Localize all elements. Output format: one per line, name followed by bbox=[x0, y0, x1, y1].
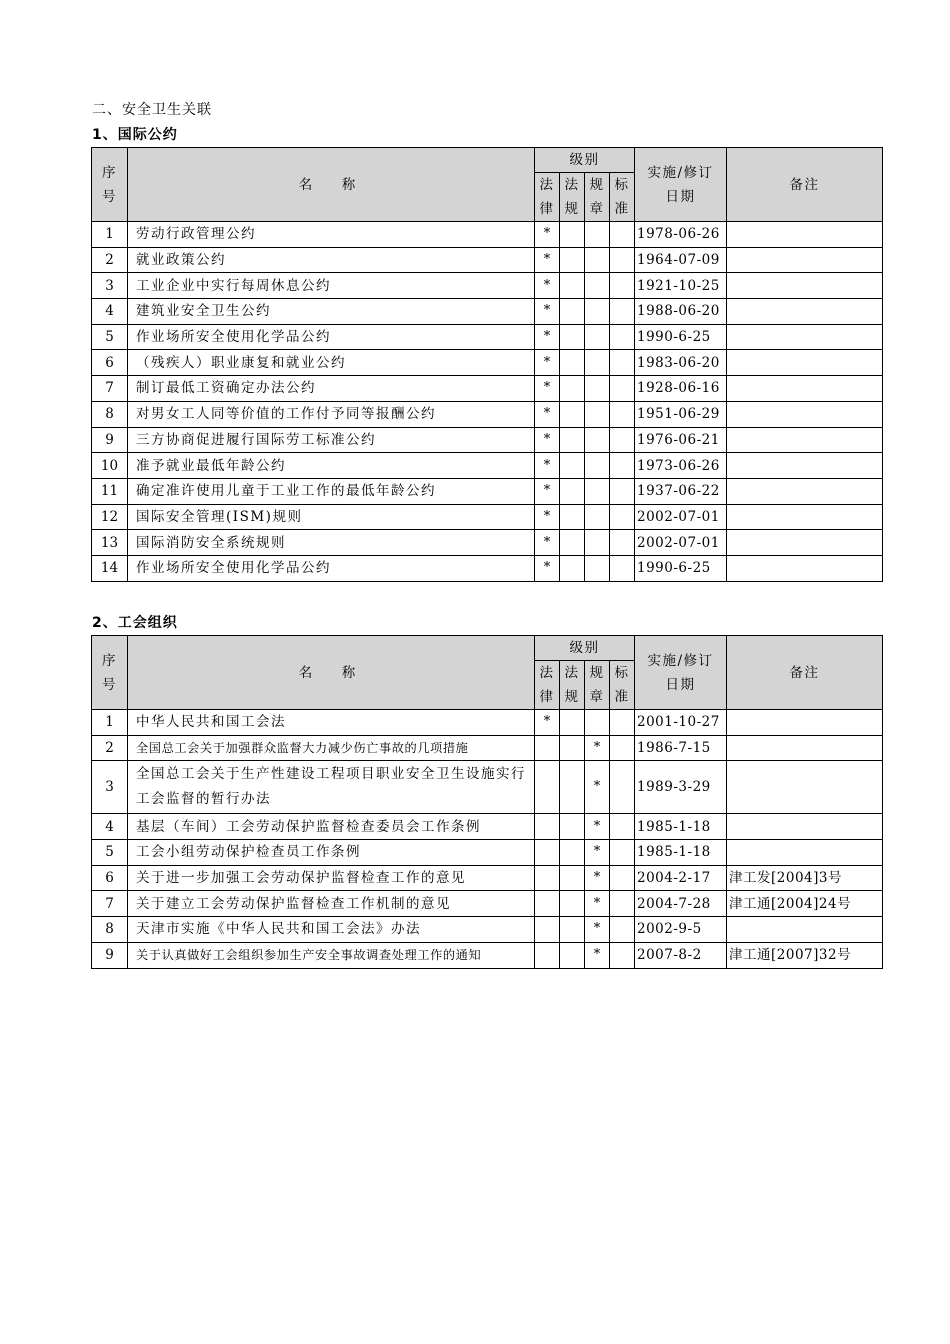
cell-law bbox=[535, 840, 560, 866]
cell-seq: 5 bbox=[92, 840, 128, 866]
table-row bbox=[92, 840, 883, 866]
cell-regulation bbox=[560, 735, 585, 761]
cell-date: 1928-06-16 bbox=[635, 376, 727, 402]
cell-law: * bbox=[535, 710, 560, 736]
cell-rule bbox=[585, 530, 610, 556]
cell-law: * bbox=[535, 530, 560, 556]
cell-date: 2001-10-27 bbox=[635, 710, 727, 736]
cell-name: 基层（车间）工会劳动保护监督检查委员会工作条例 bbox=[128, 814, 535, 840]
cell-name: （残疾人）职业康复和就业公约 bbox=[128, 350, 535, 376]
cell-law: * bbox=[535, 222, 560, 248]
cell-standard bbox=[610, 942, 635, 968]
cell-name: 建筑业安全卫生公约 bbox=[128, 299, 535, 325]
cell-law bbox=[535, 761, 560, 814]
cell-law: * bbox=[535, 401, 560, 427]
cell-seq: 2 bbox=[92, 735, 128, 761]
cell-regulation bbox=[560, 299, 585, 325]
cell-date: 2002-9-5 bbox=[635, 917, 727, 943]
cell-remark bbox=[727, 710, 883, 736]
cell-standard bbox=[610, 453, 635, 479]
table-row bbox=[92, 222, 883, 248]
header-standard: 标准 bbox=[610, 173, 635, 222]
cell-rule bbox=[585, 710, 610, 736]
cell-remark bbox=[727, 530, 883, 556]
cell-name: 就业政策公约 bbox=[128, 247, 535, 273]
table-row bbox=[92, 917, 883, 943]
table-row bbox=[92, 427, 883, 453]
table-row bbox=[92, 376, 883, 402]
cell-seq: 8 bbox=[92, 401, 128, 427]
cell-seq: 6 bbox=[92, 865, 128, 891]
cell-seq: 3 bbox=[92, 761, 128, 814]
cell-remark bbox=[727, 917, 883, 943]
cell-date: 2004-7-28 bbox=[635, 891, 727, 917]
cell-law bbox=[535, 891, 560, 917]
cell-standard bbox=[610, 814, 635, 840]
cell-seq: 4 bbox=[92, 299, 128, 325]
cell-law: * bbox=[535, 504, 560, 530]
cell-law: * bbox=[535, 478, 560, 504]
cell-regulation bbox=[560, 814, 585, 840]
table-row bbox=[92, 814, 883, 840]
cell-standard bbox=[610, 401, 635, 427]
header-law: 法律 bbox=[535, 661, 560, 710]
cell-name: 工会小组劳动保护检查员工作条例 bbox=[128, 840, 535, 866]
table-row bbox=[92, 555, 883, 581]
cell-remark bbox=[727, 273, 883, 299]
cell-rule bbox=[585, 401, 610, 427]
cell-regulation bbox=[560, 478, 585, 504]
table-row bbox=[92, 453, 883, 479]
cell-law bbox=[535, 917, 560, 943]
cell-date: 1951-06-29 bbox=[635, 401, 727, 427]
cell-rule bbox=[585, 222, 610, 248]
cell-remark bbox=[727, 453, 883, 479]
cell-seq: 6 bbox=[92, 350, 128, 376]
cell-remark bbox=[727, 504, 883, 530]
cell-law: * bbox=[535, 453, 560, 479]
cell-standard bbox=[610, 555, 635, 581]
cell-law: * bbox=[535, 350, 560, 376]
cell-rule: * bbox=[585, 891, 610, 917]
header-seq: 序号 bbox=[92, 636, 128, 710]
cell-name: 对男女工人同等价值的工作付予同等报酬公约 bbox=[128, 401, 535, 427]
cell-remark: 津工通[2007]32号 bbox=[727, 942, 883, 968]
cell-regulation bbox=[560, 917, 585, 943]
table-row bbox=[92, 478, 883, 504]
cell-name: 国际消防安全系统规则 bbox=[128, 530, 535, 556]
cell-remark bbox=[727, 427, 883, 453]
cell-law: * bbox=[535, 555, 560, 581]
cell-law bbox=[535, 814, 560, 840]
cell-regulation bbox=[560, 555, 585, 581]
cell-rule: * bbox=[585, 761, 610, 814]
cell-regulation bbox=[560, 247, 585, 273]
cell-name: 作业场所安全使用化学品公约 bbox=[128, 324, 535, 350]
header-name: 名 称 bbox=[128, 636, 535, 710]
cell-name: 准予就业最低年龄公约 bbox=[128, 453, 535, 479]
cell-standard bbox=[610, 478, 635, 504]
cell-name: 作业场所安全使用化学品公约 bbox=[128, 555, 535, 581]
cell-regulation bbox=[560, 891, 585, 917]
cell-standard bbox=[610, 865, 635, 891]
cell-rule: * bbox=[585, 840, 610, 866]
cell-date: 1921-10-25 bbox=[635, 273, 727, 299]
cell-name: 关于建立工会劳动保护监督检查工作机制的意见 bbox=[128, 891, 535, 917]
table-row bbox=[92, 401, 883, 427]
cell-standard bbox=[610, 840, 635, 866]
cell-standard bbox=[610, 350, 635, 376]
cell-standard bbox=[610, 299, 635, 325]
cell-date: 1964-07-09 bbox=[635, 247, 727, 273]
header-regulation: 法规 bbox=[560, 661, 585, 710]
cell-seq: 4 bbox=[92, 814, 128, 840]
cell-regulation bbox=[560, 942, 585, 968]
cell-remark bbox=[727, 376, 883, 402]
cell-seq: 12 bbox=[92, 504, 128, 530]
header-remark: 备注 bbox=[727, 636, 883, 710]
cell-date: 1990-6-25 bbox=[635, 555, 727, 581]
cell-law: * bbox=[535, 376, 560, 402]
cell-rule: * bbox=[585, 942, 610, 968]
table-row bbox=[92, 891, 883, 917]
cell-seq: 8 bbox=[92, 917, 128, 943]
cell-seq: 9 bbox=[92, 942, 128, 968]
cell-date: 1976-06-21 bbox=[635, 427, 727, 453]
cell-remark bbox=[727, 735, 883, 761]
cell-seq: 1 bbox=[92, 222, 128, 248]
table-row bbox=[92, 865, 883, 891]
cell-regulation bbox=[560, 504, 585, 530]
table-row bbox=[92, 504, 883, 530]
table-row bbox=[92, 942, 883, 968]
cell-seq: 11 bbox=[92, 478, 128, 504]
cell-name: 关于认真做好工会组织参加生产安全事故调查处理工作的通知 bbox=[128, 942, 535, 968]
cell-rule: * bbox=[585, 917, 610, 943]
cell-name: 劳动行政管理公约 bbox=[128, 222, 535, 248]
header-rule: 规章 bbox=[585, 661, 610, 710]
cell-date: 1978-06-26 bbox=[635, 222, 727, 248]
subsection-title-2: 2、工会组织 bbox=[92, 615, 178, 631]
cell-standard bbox=[610, 247, 635, 273]
cell-seq: 1 bbox=[92, 710, 128, 736]
cell-regulation bbox=[560, 376, 585, 402]
cell-standard bbox=[610, 530, 635, 556]
cell-rule bbox=[585, 478, 610, 504]
table-trade-union bbox=[91, 635, 883, 969]
cell-standard bbox=[610, 324, 635, 350]
cell-name: 三方协商促进履行国际劳工标准公约 bbox=[128, 427, 535, 453]
cell-name: 确定准许使用儿童于工业工作的最低年龄公约 bbox=[128, 478, 535, 504]
cell-date: 1986-7-15 bbox=[635, 735, 727, 761]
cell-standard bbox=[610, 735, 635, 761]
header-date: 实施/修订日期 bbox=[635, 148, 727, 222]
cell-remark bbox=[727, 478, 883, 504]
cell-law: * bbox=[535, 324, 560, 350]
cell-regulation bbox=[560, 324, 585, 350]
cell-rule bbox=[585, 504, 610, 530]
cell-seq: 5 bbox=[92, 324, 128, 350]
header-rule: 规章 bbox=[585, 173, 610, 222]
cell-standard bbox=[610, 273, 635, 299]
cell-remark bbox=[727, 840, 883, 866]
cell-seq: 9 bbox=[92, 427, 128, 453]
cell-date: 1983-06-20 bbox=[635, 350, 727, 376]
cell-seq: 10 bbox=[92, 453, 128, 479]
subsection-title-1: 1、国际公约 bbox=[92, 127, 178, 143]
table-row bbox=[92, 247, 883, 273]
cell-name: 中华人民共和国工会法 bbox=[128, 710, 535, 736]
cell-standard bbox=[610, 917, 635, 943]
cell-remark: 津工通[2004]24号 bbox=[727, 891, 883, 917]
cell-regulation bbox=[560, 710, 585, 736]
header-seq: 序号 bbox=[92, 148, 128, 222]
cell-seq: 7 bbox=[92, 376, 128, 402]
cell-remark bbox=[727, 555, 883, 581]
cell-date: 1988-06-20 bbox=[635, 299, 727, 325]
cell-remark bbox=[727, 222, 883, 248]
cell-date: 2002-07-01 bbox=[635, 530, 727, 556]
section-title: 二、安全卫生关联 bbox=[92, 102, 212, 118]
cell-regulation bbox=[560, 865, 585, 891]
cell-rule: * bbox=[585, 735, 610, 761]
cell-regulation bbox=[560, 530, 585, 556]
cell-remark bbox=[727, 350, 883, 376]
table-row bbox=[92, 299, 883, 325]
cell-name: 全国总工会关于生产性建设工程项目职业安全卫生设施实行工会监督的暂行办法 bbox=[128, 761, 535, 814]
cell-remark bbox=[727, 814, 883, 840]
cell-standard bbox=[610, 222, 635, 248]
cell-regulation bbox=[560, 350, 585, 376]
cell-rule bbox=[585, 376, 610, 402]
cell-rule bbox=[585, 324, 610, 350]
cell-standard bbox=[610, 761, 635, 814]
cell-regulation bbox=[560, 222, 585, 248]
cell-date: 1990-6-25 bbox=[635, 324, 727, 350]
table-row bbox=[92, 761, 883, 814]
cell-name: 国际安全管理(ISM)规则 bbox=[128, 504, 535, 530]
cell-rule: * bbox=[585, 865, 610, 891]
cell-name: 制订最低工资确定办法公约 bbox=[128, 376, 535, 402]
cell-date: 1985-1-18 bbox=[635, 814, 727, 840]
header-law: 法律 bbox=[535, 173, 560, 222]
cell-name: 全国总工会关于加强群众监督大力减少伤亡事故的几项措施 bbox=[128, 735, 535, 761]
cell-rule bbox=[585, 247, 610, 273]
cell-date: 1937-06-22 bbox=[635, 478, 727, 504]
cell-date: 2007-8-2 bbox=[635, 942, 727, 968]
cell-regulation bbox=[560, 840, 585, 866]
cell-name: 关于进一步加强工会劳动保护监督检查工作的意见 bbox=[128, 865, 535, 891]
cell-regulation bbox=[560, 761, 585, 814]
header-standard: 标准 bbox=[610, 661, 635, 710]
cell-remark bbox=[727, 761, 883, 814]
cell-rule bbox=[585, 299, 610, 325]
cell-rule: * bbox=[585, 814, 610, 840]
cell-date: 1989-3-29 bbox=[635, 761, 727, 814]
cell-name: 天津市实施《中华人民共和国工会法》办法 bbox=[128, 917, 535, 943]
cell-seq: 13 bbox=[92, 530, 128, 556]
cell-date: 2002-07-01 bbox=[635, 504, 727, 530]
cell-regulation bbox=[560, 453, 585, 479]
cell-date: 1973-06-26 bbox=[635, 453, 727, 479]
cell-seq: 7 bbox=[92, 891, 128, 917]
cell-law bbox=[535, 942, 560, 968]
cell-remark bbox=[727, 324, 883, 350]
cell-rule bbox=[585, 555, 610, 581]
cell-rule bbox=[585, 350, 610, 376]
cell-regulation bbox=[560, 273, 585, 299]
table-row bbox=[92, 530, 883, 556]
table-row bbox=[92, 735, 883, 761]
header-level: 级别 bbox=[535, 148, 635, 173]
cell-standard bbox=[610, 427, 635, 453]
header-name: 名 称 bbox=[128, 148, 535, 222]
cell-remark bbox=[727, 401, 883, 427]
header-regulation: 法规 bbox=[560, 173, 585, 222]
cell-date: 2004-2-17 bbox=[635, 865, 727, 891]
cell-standard bbox=[610, 710, 635, 736]
cell-regulation bbox=[560, 401, 585, 427]
cell-seq: 3 bbox=[92, 273, 128, 299]
cell-rule bbox=[585, 273, 610, 299]
cell-remark bbox=[727, 247, 883, 273]
cell-seq: 2 bbox=[92, 247, 128, 273]
cell-regulation bbox=[560, 427, 585, 453]
cell-seq: 14 bbox=[92, 555, 128, 581]
cell-law: * bbox=[535, 247, 560, 273]
cell-remark bbox=[727, 299, 883, 325]
cell-name: 工业企业中实行每周休息公约 bbox=[128, 273, 535, 299]
cell-law: * bbox=[535, 299, 560, 325]
cell-date: 1985-1-18 bbox=[635, 840, 727, 866]
table-row bbox=[92, 324, 883, 350]
header-date: 实施/修订日期 bbox=[635, 636, 727, 710]
table-row bbox=[92, 350, 883, 376]
cell-standard bbox=[610, 504, 635, 530]
cell-rule bbox=[585, 453, 610, 479]
cell-law bbox=[535, 865, 560, 891]
table-row bbox=[92, 273, 883, 299]
cell-law: * bbox=[535, 273, 560, 299]
cell-rule bbox=[585, 427, 610, 453]
cell-law: * bbox=[535, 427, 560, 453]
table-international-conventions bbox=[91, 147, 883, 582]
cell-law bbox=[535, 735, 560, 761]
table-row bbox=[92, 710, 883, 736]
cell-standard bbox=[610, 376, 635, 402]
cell-remark: 津工发[2004]3号 bbox=[727, 865, 883, 891]
cell-standard bbox=[610, 891, 635, 917]
header-level: 级别 bbox=[535, 636, 635, 661]
header-remark: 备注 bbox=[727, 148, 883, 222]
